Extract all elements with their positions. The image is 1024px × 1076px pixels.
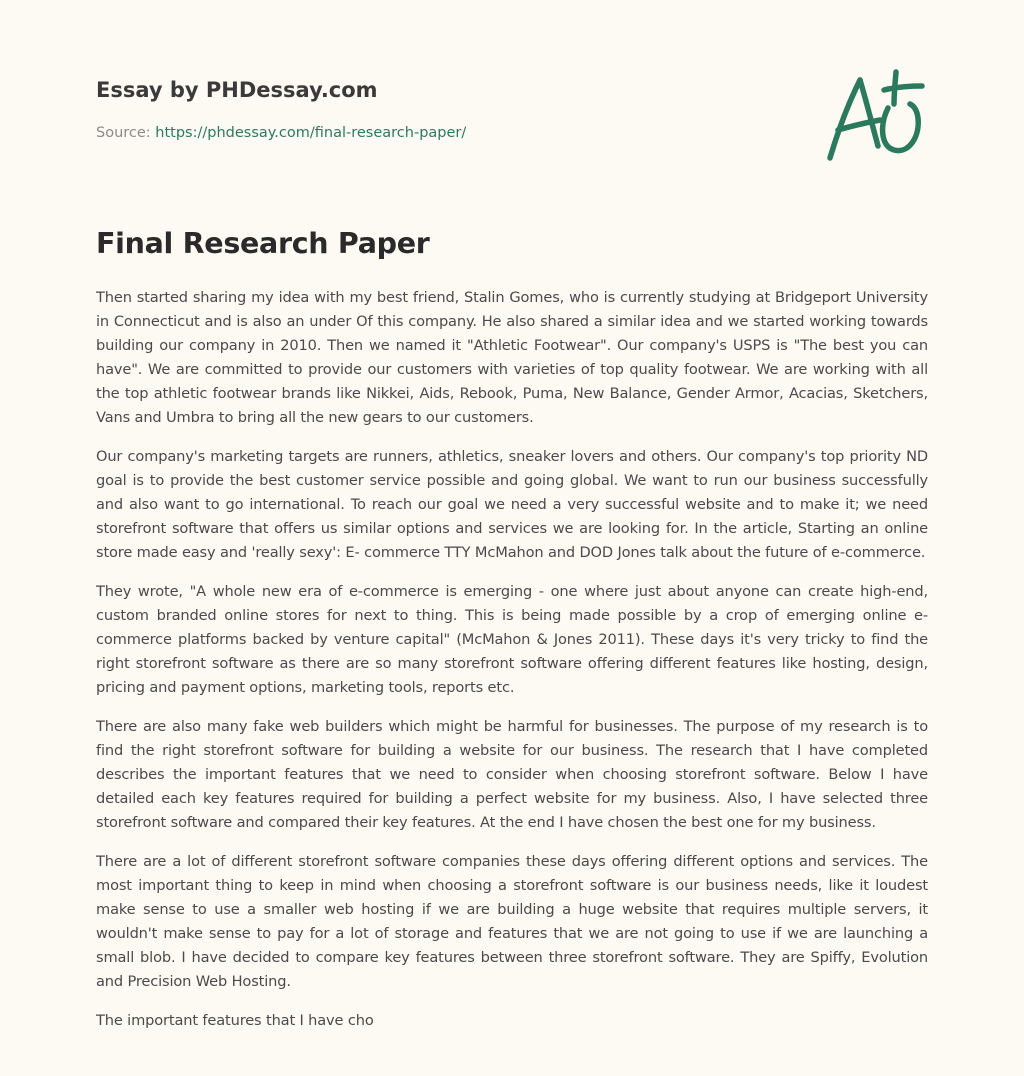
paragraph: There are also many fake web builders which might be harmful for businesses. The purpose of my research is to find the right storefront software for building a website for our business. The research that I have completed describes the important features that we need to consider when choosing storefront software. Below I have detailed each key features required for building a perfect website for my business. Also, I have selected three storefront software and compared their key features. At the end I have chosen the best one for my business. xyxy=(96,718,928,831)
paragraph: Our company's marketing targets are runners, athletics, sneaker lovers and others. Our company's top priority ND goal is to provide the best customer service possible and going global. We want to run our business successfully and also want to go international. To reach our goal we need a very successful website and to make it; we need storefront software that offers us similar options and services we are looking for. In the article, Starting an online store made easy and 'really sexy': E- commerce TTY McMahon and DOD Jones talk about the future of e-commerce. xyxy=(96,448,928,561)
a-plus-grade-icon xyxy=(822,66,932,166)
source-line xyxy=(96,124,466,142)
essay-body xyxy=(96,286,928,1048)
brand-title: Essay by PHDessay.com xyxy=(96,78,378,102)
document-header xyxy=(96,76,928,176)
paragraph: They wrote, "A whole new era of e-commerce is emerging - one where just about anyone can create high-end, custom branded online stores for next to thing. This is being made possible by a crop of emerging online e-commerce platforms backed by venture capital" (McMahon & Jones 2011). These days it's very tricky to find the right storefront software as there are so many storefront software offering different features like hosting, design, pricing and payment options, marketing tools, reports etc. xyxy=(96,583,928,696)
paragraph: The important features that I have cho xyxy=(96,1012,374,1029)
paragraph: There are a lot of different storefront software companies these days offering different options and services. The most important thing to keep in mind when choosing a storefront software is our business needs, like it loudest make sense to use a smaller web hosting if we are building a huge website that requires multiple servers, it wouldn't make sense to pay for a lot of storage and features that we are not going to use if we are launching a small blob. I have decided to compare key features between three storefront software. They are Spiffy, Evolution and Precision Web Hosting. xyxy=(96,853,928,990)
page-title: Final Research Paper xyxy=(96,227,430,260)
source-label: Source: xyxy=(96,125,156,141)
source-link[interactable]: https://phdessay.com/final-research-paper/ xyxy=(155,125,467,141)
paragraph: Then started sharing my idea with my best friend, Stalin Gomes, who is currently studying at Bridgeport University in Connecticut and is also an under Of this company. He also shared a similar idea and we started working towards building our company in 2010. Then we named it "Athletic Footwear". Our company's USPS is "The best you can have". We are committed to provide our customers with varieties of top quality footwear. We are working with all the top athletic footwear brands like Nikkei, Aids, Rebook, Puma, New Balance, Gender Armor, Acacias, Sketchers, Vans and Umbra to bring all the new gears to our customers. xyxy=(96,289,928,426)
